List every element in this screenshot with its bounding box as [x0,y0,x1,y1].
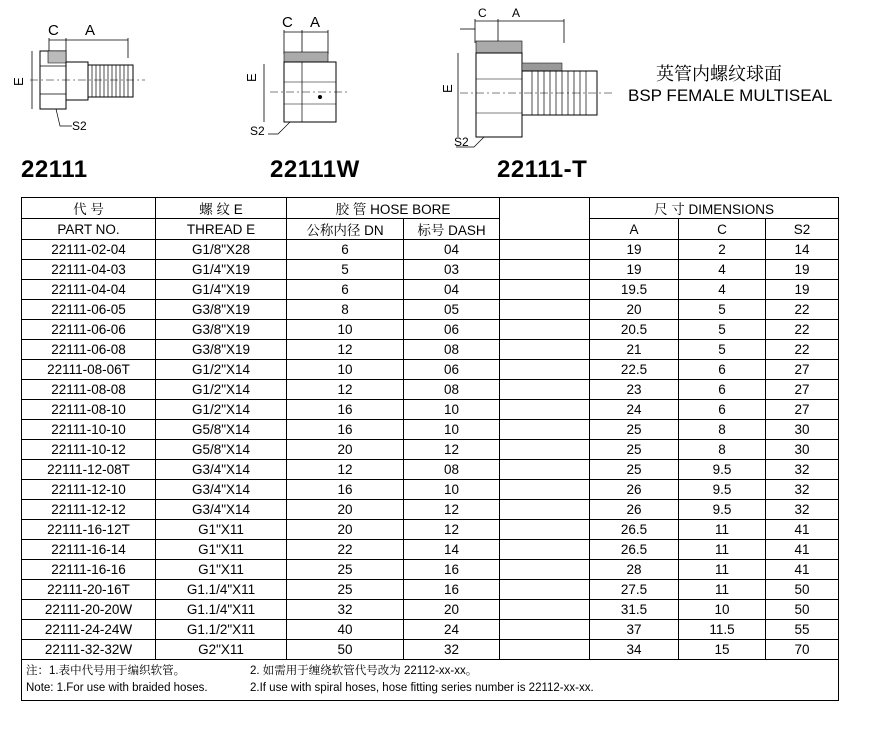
cell-dim-s2: 50 [766,580,839,600]
table-row [22,360,839,380]
cell-blank [500,340,590,360]
cell-part-no: 22111-16-14 [22,540,156,560]
cell-dn: 16 [287,400,404,420]
cell-dim-s2: 30 [766,440,839,460]
cell-dim-s2: 50 [766,600,839,620]
fitting-drawing-22111w [240,12,360,147]
cell-dim-s2: 70 [766,640,839,660]
cell-blank [500,280,590,300]
cell-dn: 12 [287,460,404,480]
header-dimensions: 尺 寸 DIMENSIONS [590,198,839,219]
cell-dim-s2: 22 [766,340,839,360]
table-subheader-row [22,219,839,240]
cell-dash: 10 [404,480,500,500]
note-cn-2: 2. 如需用于缠绕软管代号改为 22112-xx-xx。 [250,665,478,677]
spec-table [21,197,839,701]
dim-c-label: C [282,14,293,31]
cell-dim-a: 21 [590,340,679,360]
dim-a-label: A [85,22,96,39]
cell-dn: 16 [287,480,404,500]
cell-dash: 04 [404,280,500,300]
cell-dim-c: 9.5 [679,460,766,480]
cell-part-no: 22111-08-10 [22,400,156,420]
cell-dash: 08 [404,340,500,360]
cell-blank [500,600,590,620]
cell-part-no: 22111-04-04 [22,280,156,300]
header-part-no: PART NO. [22,219,156,240]
table-row [22,280,839,300]
cell-dim-s2: 27 [766,400,839,420]
cell-dash: 10 [404,400,500,420]
part-label-22111: 22111 [21,156,88,183]
cell-dash: 08 [404,460,500,480]
cell-dash: 05 [404,300,500,320]
cell-dn: 5 [287,260,404,280]
cell-dim-a: 26 [590,480,679,500]
note-en-2: 2.If use with spiral hoses, hose fitting series number is 22112-xx-xx. [250,682,594,694]
cell-blank [500,300,590,320]
cell-part-no: 22111-10-10 [22,420,156,440]
cell-dim-s2: 19 [766,260,839,280]
cell-dn: 16 [287,420,404,440]
cell-dim-a: 25 [590,440,679,460]
cell-dim-s2: 19 [766,280,839,300]
cell-dash: 08 [404,380,500,400]
note-line-en [26,680,834,697]
cell-dim-a: 31.5 [590,600,679,620]
cell-thread: G5/8"X14 [156,420,287,440]
cell-dim-c: 9.5 [679,480,766,500]
fitting-drawing-22111 [10,18,160,143]
cell-blank [500,380,590,400]
table-row [22,540,839,560]
product-title-cn: 英管内螺纹球面 [656,64,782,84]
cell-dim-c: 8 [679,440,766,460]
cell-blank [500,540,590,560]
table-row [22,520,839,540]
note-line-cn [26,663,834,680]
cell-dim-c: 4 [679,260,766,280]
cell-blank [500,460,590,480]
cell-blank [500,440,590,460]
cell-dn: 10 [287,360,404,380]
cell-part-no: 22111-12-10 [22,480,156,500]
cell-dn: 12 [287,380,404,400]
cell-blank [500,640,590,660]
cell-dim-c: 8 [679,420,766,440]
table-row [22,300,839,320]
table-row [22,340,839,360]
cell-dim-a: 26.5 [590,540,679,560]
cell-thread: G3/4"X14 [156,480,287,500]
cell-part-no: 22111-08-08 [22,380,156,400]
cell-thread: G1"X11 [156,540,287,560]
cell-dim-c: 4 [679,280,766,300]
cell-dim-a: 25 [590,460,679,480]
cell-blank [500,620,590,640]
cell-dim-a: 24 [590,400,679,420]
cell-dash: 14 [404,540,500,560]
cell-dim-s2: 41 [766,520,839,540]
header-c: C [679,219,766,240]
header-thread-cn: 螺 纹 E [156,198,287,219]
header-hose-bore: 胶 管 HOSE BORE [287,198,500,219]
cell-thread: G1.1/2"X11 [156,620,287,640]
cell-dim-s2: 27 [766,360,839,380]
header-code-cn: 代 号 [22,198,156,219]
cell-part-no: 22111-06-06 [22,320,156,340]
cell-dim-a: 19 [590,240,679,260]
cell-dn: 10 [287,320,404,340]
part-label-22111-t: 22111-T [497,156,588,183]
dim-e-label: E [440,84,455,93]
cell-thread: G3/4"X14 [156,460,287,480]
cell-dim-s2: 22 [766,300,839,320]
cell-dim-a: 22.5 [590,360,679,380]
cell-dim-a: 19 [590,260,679,280]
fitting-drawing-22111t [440,5,625,155]
header-thread-en: THREAD E [156,219,287,240]
dim-a-label: A [512,6,521,20]
cell-dn: 20 [287,440,404,460]
cell-dim-s2: 32 [766,460,839,480]
cell-dim-a: 20 [590,300,679,320]
cell-dim-s2: 55 [766,620,839,640]
cell-thread: G1"X11 [156,520,287,540]
cell-part-no: 22111-02-04 [22,240,156,260]
note-cn-1: 注：1.表中代号用于编织软管。 [26,665,186,677]
dim-s2-label: S2 [250,124,265,138]
cell-dash: 12 [404,500,500,520]
cell-thread: G2"X11 [156,640,287,660]
cell-blank [500,400,590,420]
cell-dim-c: 11.5 [679,620,766,640]
cell-thread: G3/4"X14 [156,500,287,520]
cell-blank [500,580,590,600]
cell-dn: 6 [287,280,404,300]
cell-thread: G1/4"X19 [156,280,287,300]
cell-dn: 8 [287,300,404,320]
notes-row [22,660,839,701]
table-row [22,260,839,280]
cell-thread: G1.1/4"X11 [156,600,287,620]
cell-dim-s2: 30 [766,420,839,440]
cell-blank [500,560,590,580]
table-row [22,600,839,620]
cell-dash: 20 [404,600,500,620]
cell-dash: 12 [404,520,500,540]
cell-dim-s2: 41 [766,560,839,580]
header-blank [500,198,590,240]
cell-thread: G1/2"X14 [156,380,287,400]
cell-dim-s2: 14 [766,240,839,260]
cell-part-no: 22111-16-16 [22,560,156,580]
table-row [22,620,839,640]
table-row [22,400,839,420]
cell-part-no: 22111-06-05 [22,300,156,320]
cell-thread: G3/8"X19 [156,300,287,320]
cell-thread: G3/8"X19 [156,320,287,340]
cell-thread: G1/2"X14 [156,360,287,380]
cell-dim-c: 15 [679,640,766,660]
cell-dash: 32 [404,640,500,660]
notes-cell [22,660,839,701]
cell-dim-a: 28 [590,560,679,580]
cell-dash: 06 [404,360,500,380]
cell-blank [500,240,590,260]
cell-part-no: 22111-16-12T [22,520,156,540]
cell-dash: 03 [404,260,500,280]
cell-part-no: 22111-32-32W [22,640,156,660]
cell-dn: 32 [287,600,404,620]
cell-part-no: 22111-12-08T [22,460,156,480]
cell-thread: G1"X11 [156,560,287,580]
cell-dn: 20 [287,520,404,540]
cell-dim-c: 5 [679,300,766,320]
table-row [22,320,839,340]
cell-part-no: 22111-08-06T [22,360,156,380]
cell-part-no: 22111-12-12 [22,500,156,520]
table-row [22,580,839,600]
dim-s2-label: S2 [72,119,87,133]
cell-dim-a: 34 [590,640,679,660]
cell-dim-s2: 22 [766,320,839,340]
header-dn: 公称内径 DN [287,219,404,240]
table-row [22,480,839,500]
table-row [22,240,839,260]
dim-s2-label: S2 [454,135,469,149]
table-row [22,440,839,460]
cell-part-no: 22111-20-16T [22,580,156,600]
cell-blank [500,260,590,280]
cell-dim-c: 11 [679,520,766,540]
product-title-en: BSP FEMALE MULTISEAL [628,86,833,105]
cell-dn: 20 [287,500,404,520]
table-row [22,640,839,660]
cell-dim-c: 6 [679,380,766,400]
cell-dim-s2: 27 [766,380,839,400]
header-s2: S2 [766,219,839,240]
cell-dash: 04 [404,240,500,260]
cell-dim-c: 5 [679,320,766,340]
cell-dim-c: 11 [679,560,766,580]
dim-c-label: C [48,22,59,39]
table-row [22,460,839,480]
cell-dash: 16 [404,560,500,580]
cell-part-no: 22111-20-20W [22,600,156,620]
table-row [22,500,839,520]
cell-part-no: 22111-10-12 [22,440,156,460]
cell-dim-a: 26.5 [590,520,679,540]
cell-dim-c: 10 [679,600,766,620]
cell-blank [500,500,590,520]
dim-c-label: C [478,6,487,20]
cell-dim-c: 2 [679,240,766,260]
table-row [22,420,839,440]
dim-e-label: E [11,77,26,86]
cell-blank [500,420,590,440]
cell-thread: G1/4"X19 [156,260,287,280]
cell-blank [500,520,590,540]
table-row [22,380,839,400]
cell-dash: 12 [404,440,500,460]
cell-dim-s2: 32 [766,480,839,500]
cell-dim-a: 26 [590,500,679,520]
cell-dn: 6 [287,240,404,260]
cell-dn: 50 [287,640,404,660]
cell-dim-c: 6 [679,360,766,380]
cell-dim-a: 20.5 [590,320,679,340]
part-label-22111w: 22111W [270,156,360,183]
cell-dim-a: 25 [590,420,679,440]
cell-blank [500,360,590,380]
cell-dim-s2: 41 [766,540,839,560]
header-a: A [590,219,679,240]
cell-dim-a: 19.5 [590,280,679,300]
cell-part-no: 22111-04-03 [22,260,156,280]
cell-dash: 10 [404,420,500,440]
cell-dim-c: 5 [679,340,766,360]
cell-thread: G5/8"X14 [156,440,287,460]
table-header-row [22,198,839,219]
dim-a-label: A [310,14,321,31]
cell-dn: 12 [287,340,404,360]
cell-thread: G1.1/4"X11 [156,580,287,600]
cell-dn: 25 [287,560,404,580]
table-row [22,560,839,580]
cell-part-no: 22111-24-24W [22,620,156,640]
cell-dim-c: 11 [679,580,766,600]
cell-thread: G3/8"X19 [156,340,287,360]
cell-dim-s2: 32 [766,500,839,520]
cell-dim-c: 11 [679,540,766,560]
cell-blank [500,480,590,500]
cell-dn: 22 [287,540,404,560]
cell-dim-c: 6 [679,400,766,420]
cell-thread: G1/8"X28 [156,240,287,260]
dim-e-label: E [244,73,259,82]
cell-dash: 06 [404,320,500,340]
cell-thread: G1/2"X14 [156,400,287,420]
cell-dash: 24 [404,620,500,640]
note-en-1: Note: 1.For use with braided hoses. [26,682,208,694]
cell-dim-c: 9.5 [679,500,766,520]
cell-blank [500,320,590,340]
cell-dash: 16 [404,580,500,600]
table-body [22,240,839,660]
header-dash: 标号 DASH [404,219,500,240]
cell-part-no: 22111-06-08 [22,340,156,360]
cell-dim-a: 23 [590,380,679,400]
cell-dim-a: 37 [590,620,679,640]
cell-dim-a: 27.5 [590,580,679,600]
cell-dn: 25 [287,580,404,600]
cell-dn: 40 [287,620,404,640]
